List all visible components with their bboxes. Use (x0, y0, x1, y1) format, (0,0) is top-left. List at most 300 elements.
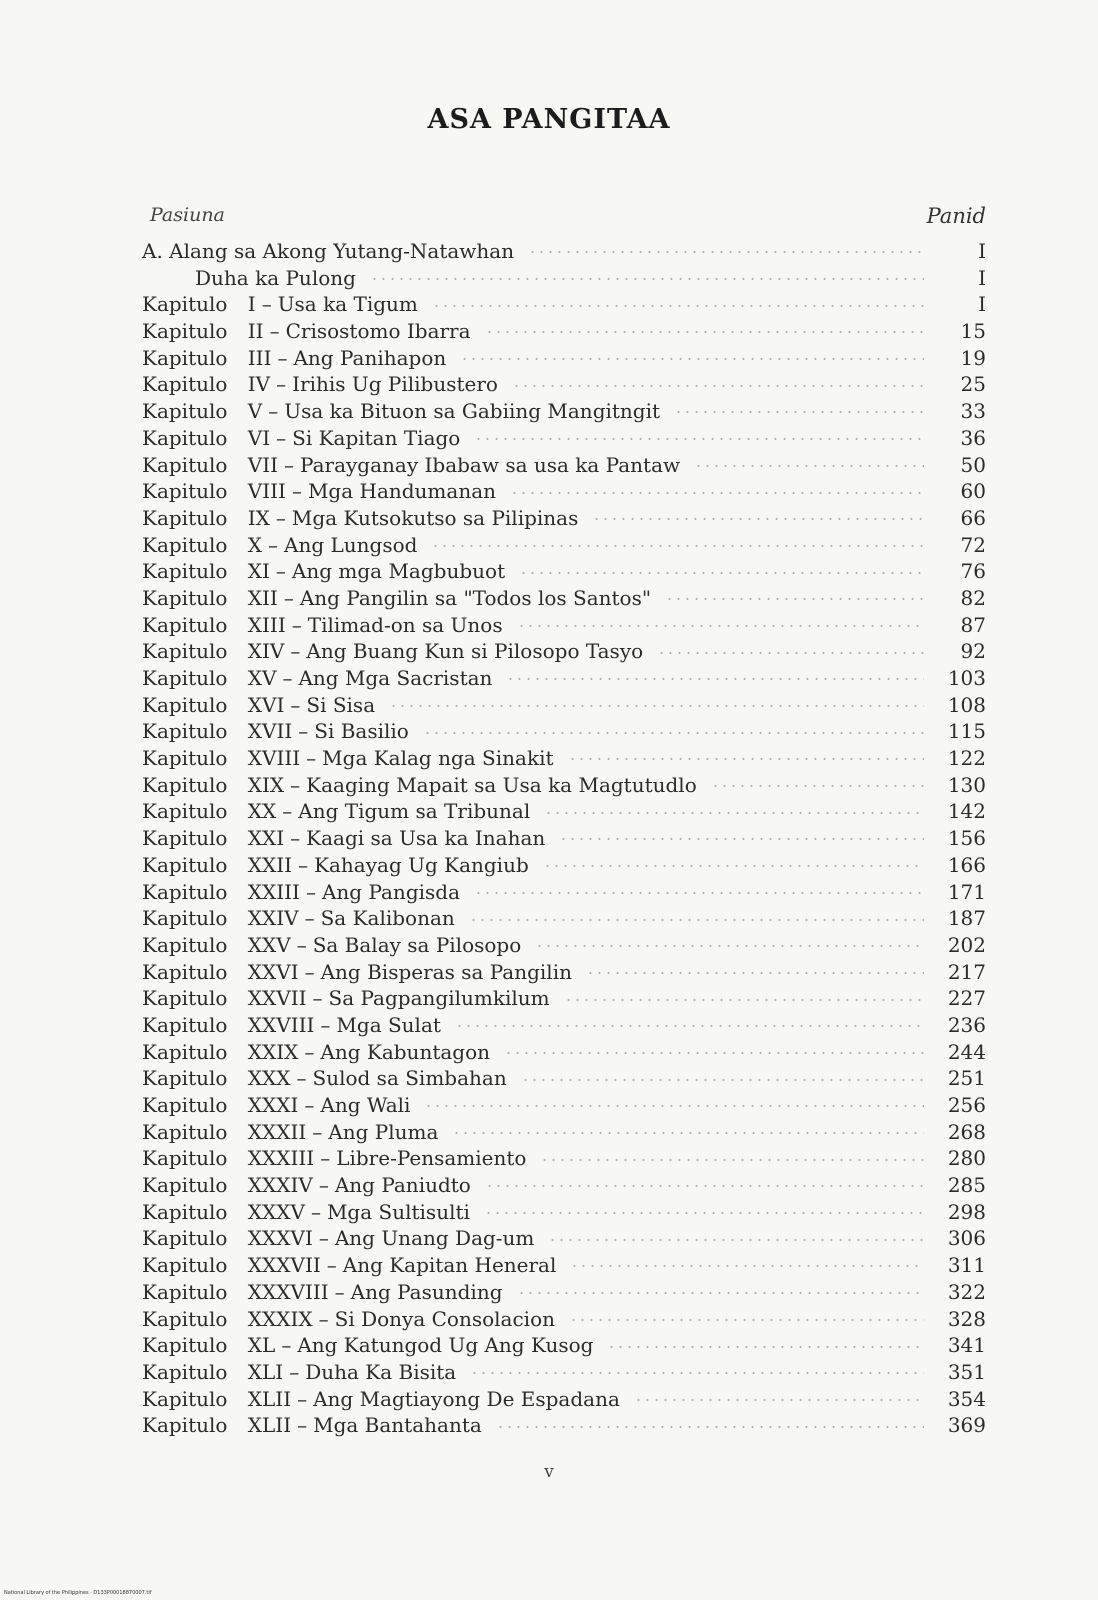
toc-entry-page: 322 (947, 1279, 986, 1304)
toc-entry-dash: – (304, 1093, 315, 1117)
toc-entry-dash: – (305, 879, 316, 904)
toc-entry (142, 426, 986, 453)
toc-entry-title: Mga Bantahanta (313, 1413, 482, 1438)
toc-entry-label (142, 719, 409, 743)
toc-entry-label (142, 826, 545, 850)
toc-entry-label (142, 319, 471, 343)
toc-entry-title: Duha Ka Bisita (305, 1359, 457, 1384)
toc-entry-title: Sa Pagpangilumkilum (328, 986, 550, 1011)
toc-entry-title: Kaagi sa Usa ka Inahan (306, 826, 546, 851)
toc-entry-prefix: Kapitulo (142, 452, 228, 477)
toc-entry-label (142, 1387, 620, 1411)
toc-entry-title: Ang Unang Dag-um (334, 1226, 535, 1251)
toc-entry-title: Ang Kapitan Heneral (342, 1253, 557, 1278)
toc-entry-page: 244 (947, 1039, 986, 1064)
toc-entry (142, 266, 986, 293)
toc-entry (142, 880, 986, 907)
table-of-contents (142, 239, 986, 1440)
toc-entry-label (142, 693, 375, 717)
toc-entry-page: 156 (947, 826, 986, 851)
toc-entry-number: XXIII (247, 879, 300, 904)
toc-entry-number: XVII (247, 719, 293, 744)
toc-entry-prefix: Kapitulo (142, 986, 228, 1011)
toc-entry-page: 202 (947, 932, 986, 957)
dot-leader (370, 276, 924, 282)
toc-entry (142, 1040, 986, 1067)
toc-entry-number: VIII (247, 479, 286, 504)
toc-entry-page: 171 (947, 879, 986, 904)
toc-entry (142, 1200, 986, 1227)
dot-leader (528, 249, 924, 255)
toc-entry-number: XII (247, 585, 278, 610)
toc-entry (142, 1066, 986, 1093)
dot-leader (657, 650, 924, 656)
toc-entry-dash: – (297, 1413, 308, 1438)
toc-entry-title: Si Kapitan Tiago (292, 425, 461, 450)
toc-entry-dash: – (297, 1386, 308, 1411)
toc-entry-prefix: Kapitulo (142, 852, 228, 877)
toc-entry-number: VII (247, 452, 279, 477)
toc-entry-prefix: Kapitulo (142, 1199, 228, 1224)
toc-entry-number: I (247, 292, 256, 317)
toc-entry-dash: – (291, 612, 302, 637)
toc-entry-title: Ang Wali (320, 1093, 411, 1117)
toc-entry-prefix: Kapitulo (142, 1173, 228, 1198)
toc-entry-number: X (247, 532, 263, 557)
toc-entry-label (142, 1333, 593, 1357)
toc-entry (142, 399, 986, 426)
toc-entry-label (142, 1307, 555, 1331)
toc-entry-number: XLI (247, 1359, 284, 1384)
toc-entry-dash: – (318, 1306, 329, 1331)
toc-entry-label (142, 1093, 410, 1117)
toc-entry-page: 33 (960, 399, 986, 424)
toc-entry-prefix: A. (142, 239, 163, 263)
toc-entry-label (142, 346, 446, 370)
toc-entry-prefix: Kapitulo (142, 1012, 228, 1037)
toc-entry (142, 906, 986, 933)
toc-entry-title: Crisostomo Ibarra (285, 319, 471, 344)
toc-entry (142, 1307, 986, 1334)
toc-entry-page: 268 (947, 1119, 986, 1144)
dot-leader (543, 863, 924, 869)
toc-entry-title: Mga Sultisulti (326, 1199, 470, 1224)
toc-entry-page: 103 (947, 666, 986, 690)
toc-entry-prefix: Kapitulo (142, 399, 228, 424)
toc-entry-title: Si Sisa (306, 692, 376, 717)
toc-entry-dash: – (276, 425, 287, 450)
dot-leader (694, 463, 924, 469)
toc-entry-dash: – (290, 692, 301, 717)
dot-leader (460, 356, 924, 362)
toc-entry-number: XXXII (247, 1119, 307, 1144)
dot-leader (535, 943, 924, 949)
dot-leader (496, 1424, 924, 1430)
toc-entry-prefix: Kapitulo (142, 505, 228, 530)
toc-entry-page: 328 (947, 1306, 986, 1331)
toc-entry-dash: – (318, 1173, 329, 1198)
toc-entry-dash: – (282, 799, 293, 824)
toc-entry-page: 50 (960, 452, 986, 477)
toc-entry-title: Ang Tigum sa Tribunal (298, 799, 531, 824)
toc-entry-label (142, 639, 643, 663)
toc-entry-label (142, 479, 496, 503)
toc-entry-prefix: Kapitulo (142, 425, 228, 450)
dot-leader (540, 1157, 924, 1163)
toc-entry-prefix: Kapitulo (142, 345, 228, 370)
toc-entry-label (142, 986, 550, 1010)
toc-entry-number: XXXI (247, 1093, 299, 1117)
toc-entry-number: XX (247, 799, 277, 824)
dot-leader (484, 1210, 924, 1216)
toc-entry (142, 666, 986, 693)
toc-entry (142, 746, 986, 773)
toc-entry-prefix: Kapitulo (142, 585, 228, 610)
toc-entry-title: Si Donya Consolacion (334, 1306, 556, 1331)
toc-entry (142, 319, 986, 346)
dot-leader (452, 1130, 924, 1136)
toc-entry-dash: – (320, 1146, 331, 1171)
toc-entry-dash: – (320, 1012, 331, 1037)
column-headers (150, 204, 986, 234)
toc-entry (142, 1387, 986, 1414)
toc-entry-page: 306 (947, 1226, 986, 1251)
dot-leader (564, 997, 924, 1003)
toc-entry-number: XXXVIII (247, 1279, 329, 1304)
dot-leader (431, 543, 924, 549)
toc-entry-prefix: Kapitulo (142, 319, 228, 344)
toc-entry (142, 586, 986, 613)
dot-leader (432, 303, 924, 309)
toc-entry-number: XV (247, 666, 277, 690)
dot-leader (485, 329, 924, 335)
toc-entry-label (142, 586, 651, 610)
toc-entry-number: III (247, 345, 272, 370)
toc-entry-prefix: Kapitulo (142, 1093, 228, 1117)
dot-leader (586, 970, 924, 976)
toc-entry-number: XXX (247, 1066, 291, 1091)
toc-entry-label (142, 1253, 556, 1277)
toc-entry-number: XXXIV (247, 1173, 313, 1198)
toc-entry-dash: – (268, 532, 279, 557)
toc-entry-title: Duha ka Pulong (195, 265, 356, 290)
toc-entry-dash: – (326, 1253, 337, 1278)
toc-entry-dash: – (291, 479, 302, 504)
toc-entry-number: II (247, 319, 264, 344)
toc-entry-label (142, 960, 572, 984)
toc-entry-dash: – (304, 1039, 315, 1064)
toc-entry-title: Ang Pangisda (321, 879, 461, 904)
toc-entry-dash: – (289, 1359, 300, 1384)
toc-entry-number: XIV (247, 639, 285, 664)
toc-entry-prefix: Kapitulo (142, 559, 228, 584)
dot-leader (570, 1263, 924, 1269)
toc-entry-dash: – (261, 292, 272, 317)
dot-leader (474, 890, 924, 896)
toc-entry-label (142, 1146, 526, 1170)
toc-entry-dash: – (290, 826, 301, 851)
toc-entry-prefix: Kapitulo (142, 1306, 228, 1331)
toc-entry (142, 826, 986, 853)
toc-entry-dash: – (284, 452, 295, 477)
toc-entry (142, 1360, 986, 1387)
toc-entry-page: 76 (960, 559, 986, 584)
toc-entry-label (142, 1173, 471, 1197)
toc-entry-prefix: Kapitulo (142, 639, 228, 664)
dot-leader (470, 1370, 924, 1376)
toc-entry-label (142, 933, 521, 957)
dot-leader (510, 490, 924, 496)
toc-entry-prefix: Kapitulo (142, 772, 228, 797)
toc-entry-page: I (978, 265, 986, 290)
dot-leader (521, 1077, 924, 1083)
toc-entry-page: 227 (947, 986, 986, 1011)
dot-leader (455, 1023, 924, 1029)
toc-entry-label (142, 239, 514, 263)
toc-entry-dash: – (276, 372, 287, 397)
toc-entry (142, 986, 986, 1013)
toc-entry-label (142, 1040, 490, 1064)
dot-leader (512, 383, 924, 389)
dot-leader (424, 1103, 924, 1109)
toc-entry (142, 613, 986, 640)
toc-entry-number: XIII (247, 612, 286, 637)
toc-entry (142, 1253, 986, 1280)
dot-leader (674, 409, 924, 415)
toc-entry-page: I (978, 239, 986, 263)
toc-entry-page: 36 (960, 425, 986, 450)
toc-entry-title: Si Basilio (314, 719, 409, 744)
toc-entry-title: Tilimad-on sa Unos (307, 612, 503, 637)
toc-entry-page: 354 (947, 1386, 986, 1411)
scan-footer: National Library of the Philippines · D133P00018870007.tif (4, 1590, 152, 1596)
toc-entry-number: IX (247, 505, 270, 530)
toc-entry-page: 87 (960, 612, 986, 637)
toc-entry-label (142, 1360, 456, 1384)
dot-leader (607, 1344, 924, 1350)
toc-entry-prefix: Kapitulo (142, 1359, 228, 1384)
dot-leader (592, 516, 924, 522)
toc-entry-dash: – (334, 1279, 345, 1304)
toc-entry-number: V (247, 399, 263, 424)
toc-entry-title: Mga Kutsokutso sa Pilipinas (291, 505, 579, 530)
toc-entry-title: Ang Lungsod (284, 532, 418, 557)
toc-entry-page: 280 (947, 1146, 986, 1171)
toc-entry-page: 166 (947, 852, 986, 877)
toc-entry-label (142, 426, 460, 450)
dot-leader (569, 1317, 924, 1323)
toc-entry-title: Usa ka Bituon sa Gabiing Mangitngit (284, 399, 661, 424)
toc-entry (142, 506, 986, 533)
toc-entry-dash: – (296, 932, 307, 957)
toc-entry-dash: – (268, 399, 279, 424)
toc-entry-prefix: Kapitulo (142, 879, 228, 904)
toc-entry-dash: – (318, 1226, 329, 1251)
toc-entry-number: XXVIII (247, 1012, 315, 1037)
toc-entry-label (142, 746, 554, 770)
toc-entry-title: Ang Mga Sacristan (298, 666, 493, 690)
toc-entry-label (142, 773, 697, 797)
toc-entry (142, 1173, 986, 1200)
toc-entry (142, 1226, 986, 1253)
toc-entry-label (142, 533, 417, 557)
toc-entry-page: 19 (960, 345, 986, 370)
toc-entry-page: 60 (960, 479, 986, 504)
toc-entry-number: XXXVII (247, 1253, 321, 1278)
toc-entry-prefix: Kapitulo (142, 959, 228, 984)
toc-entry-prefix: Kapitulo (142, 1039, 228, 1064)
dot-leader (665, 596, 924, 602)
toc-entry-dash: – (304, 959, 315, 984)
toc-entry-page: 72 (960, 532, 986, 557)
toc-entry-label (142, 453, 680, 477)
toc-entry-number: XXVII (247, 986, 307, 1011)
toc-entry (142, 559, 986, 586)
toc-entry-prefix: Kapitulo (142, 826, 228, 851)
toc-entry-label (142, 1120, 438, 1144)
toc-entry-page: 108 (947, 692, 986, 717)
toc-entry-page: 122 (947, 746, 986, 771)
toc-entry-prefix: Kapitulo (142, 479, 228, 504)
toc-entry-number: XXV (247, 932, 291, 957)
toc-entry-label (142, 853, 529, 877)
dot-leader (634, 1397, 924, 1403)
toc-entry-label (142, 506, 578, 530)
dot-leader (559, 836, 924, 842)
toc-entry-dash: – (306, 746, 317, 771)
toc-entry (142, 719, 986, 746)
toc-entry-number: XLII (247, 1386, 292, 1411)
toc-entry-title: Usa ka Tigum (277, 292, 418, 317)
toc-entry-title: Mga Sulat (336, 1012, 441, 1037)
toc-entry-dash: – (290, 772, 301, 797)
toc-entry (142, 773, 986, 800)
dot-leader (548, 1237, 924, 1243)
toc-entry-dash: – (275, 505, 286, 530)
toc-entry (142, 292, 986, 319)
toc-entry (142, 239, 986, 266)
toc-entry-dash: – (296, 1066, 307, 1091)
toc-entry-label (195, 266, 356, 290)
toc-entry-number: XVI (247, 692, 285, 717)
toc-entry-page: I (978, 292, 986, 317)
toc-entry-number: XXXIX (247, 1306, 313, 1331)
toc-entry-title: Sulod sa Simbahan (312, 1066, 507, 1091)
toc-entry-label (142, 799, 530, 823)
toc-entry (142, 479, 986, 506)
toc-entry-page: 217 (947, 959, 986, 984)
toc-entry-label (142, 559, 505, 583)
toc-entry (142, 1146, 986, 1173)
dot-leader (506, 676, 924, 682)
toc-entry-page: 130 (947, 772, 986, 797)
toc-entry-dash: – (281, 1333, 292, 1358)
toc-entry-dash: – (312, 986, 323, 1011)
dot-leader (469, 917, 924, 923)
toc-entry-prefix: Kapitulo (142, 1119, 228, 1144)
toc-entry (142, 960, 986, 987)
dot-leader (519, 570, 924, 576)
toc-entry-page: 187 (947, 906, 986, 931)
toc-entry (142, 1280, 986, 1307)
toc-entry-prefix: Kapitulo (142, 692, 228, 717)
toc-entry-number: XXXIII (247, 1146, 315, 1171)
toc-entry-prefix: Kapitulo (142, 1413, 228, 1438)
toc-entry-page: 115 (947, 719, 986, 744)
toc-entry-label (142, 292, 418, 316)
toc-entry-dash: – (298, 852, 309, 877)
toc-entry-dash: – (275, 559, 286, 584)
toc-entry-prefix: Kapitulo (142, 532, 228, 557)
toc-entry-number: XXIX (247, 1039, 299, 1064)
dot-leader (711, 783, 924, 789)
toc-entry-page: 15 (960, 319, 986, 344)
toc-entry-page: 256 (947, 1093, 986, 1117)
toc-entry-label (142, 906, 455, 930)
toc-entry-page: 311 (947, 1253, 986, 1278)
toc-entry-page: 341 (947, 1333, 986, 1358)
dot-leader (544, 810, 924, 816)
dot-leader (485, 1183, 924, 1189)
toc-entry-title: Ang Magtiayong De Espadana (313, 1386, 620, 1411)
toc-entry (142, 1120, 986, 1147)
toc-entry (142, 639, 986, 666)
toc-entry-page: 142 (947, 799, 986, 824)
toc-entry-title: Kahayag Ug Kangiub (314, 852, 529, 877)
toc-entry-dash: – (269, 319, 280, 344)
toc-entry (142, 346, 986, 373)
toc-entry-title: Ang Panihapon (293, 345, 447, 370)
toc-entry-number: XLII (247, 1413, 292, 1438)
toc-entry (142, 372, 986, 399)
dot-leader (517, 1290, 924, 1296)
toc-entry-dash: – (312, 1119, 323, 1144)
toc-entry-number: XXXVI (247, 1226, 313, 1251)
toc-entry-title: Parayganay Ibabaw sa usa ka Pantaw (300, 452, 681, 477)
toc-entry-title: Mga Kalag nga Sinakit (322, 746, 554, 771)
toc-entry-number: IV (247, 372, 271, 397)
dot-leader (423, 730, 924, 736)
toc-entry-number: VI (247, 425, 271, 450)
page-folio: v (544, 1462, 554, 1482)
toc-entry-page: 351 (947, 1359, 986, 1384)
toc-entry-label (142, 1226, 534, 1250)
toc-entry-dash: – (304, 906, 315, 931)
toc-entry-label (142, 1280, 503, 1304)
toc-entry-title: Kaaging Mapait sa Usa ka Magtutudlo (306, 772, 697, 797)
toc-entry-title: Ang Katungod Ug Ang Kusog (297, 1333, 594, 1358)
toc-entry-title: Ang Kabuntagon (320, 1039, 491, 1064)
toc-entry-prefix: Kapitulo (142, 719, 228, 744)
toc-entry-page: 82 (960, 585, 986, 610)
toc-entry-page: 236 (947, 1012, 986, 1037)
toc-entry-label (142, 372, 498, 396)
toc-entry-dash: – (282, 666, 293, 690)
toc-entry-label (142, 1200, 470, 1224)
toc-entry-prefix: Kapitulo (142, 1386, 228, 1411)
toc-entry-number: XVIII (247, 746, 301, 771)
dot-leader (517, 623, 924, 629)
toc-entry-page: 285 (947, 1173, 986, 1198)
toc-entry-dash: – (290, 639, 301, 664)
toc-entry-prefix: Kapitulo (142, 666, 228, 690)
toc-entry-label (142, 1013, 441, 1037)
toc-entry-label (142, 1066, 507, 1090)
toc-entry-number: XI (247, 559, 270, 584)
dot-leader (474, 436, 924, 442)
toc-entry-title: Ang Buang Kun si Pilosopo Tasyo (306, 639, 644, 664)
toc-entry-page: 66 (960, 505, 986, 530)
